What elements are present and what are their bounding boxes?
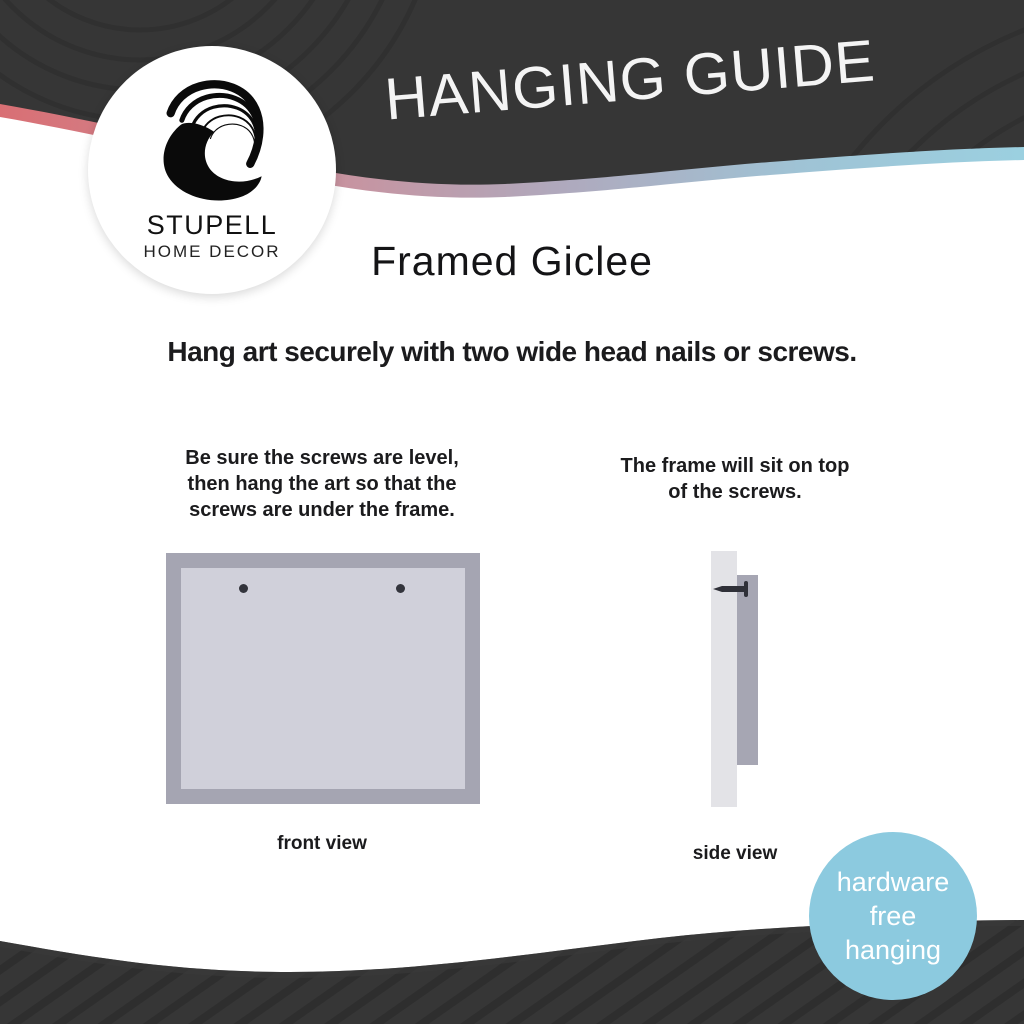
page-title: HANGING GUIDE (382, 27, 878, 133)
side-note-line2: of the screws. (668, 481, 802, 503)
stupell-s-icon (150, 70, 274, 206)
nail-icon (711, 579, 753, 599)
front-view-diagram (166, 553, 480, 804)
front-note-line3: screws are under the frame. (189, 499, 455, 521)
side-note-line1: The frame will sit on top (620, 455, 850, 477)
badge-line2: free (869, 901, 917, 931)
front-note-line2: then hang the art so that the (187, 473, 457, 495)
brand-name: STUPELL (146, 210, 278, 240)
front-view-label: front view (277, 833, 367, 854)
front-note-line1: Be sure the screws are level, (185, 447, 459, 469)
screw-dot-left-icon (239, 584, 248, 593)
instruction-text: Hang art securely with two wide head nails or screws. (167, 336, 857, 367)
side-view-note (585, 453, 885, 505)
screw-dot-right-icon (396, 584, 405, 593)
front-view-note (142, 445, 502, 523)
product-title: Framed Giclee (371, 238, 653, 284)
side-view-back-bar (737, 575, 758, 765)
side-view-label: side view (692, 843, 778, 864)
badge-line3: hanging (844, 935, 942, 965)
badge-line1: hardware (836, 867, 950, 897)
frame-artwork-panel (181, 568, 465, 789)
hardware-free-badge (809, 832, 977, 1000)
brand-tagline: HOME DECOR (143, 242, 281, 261)
